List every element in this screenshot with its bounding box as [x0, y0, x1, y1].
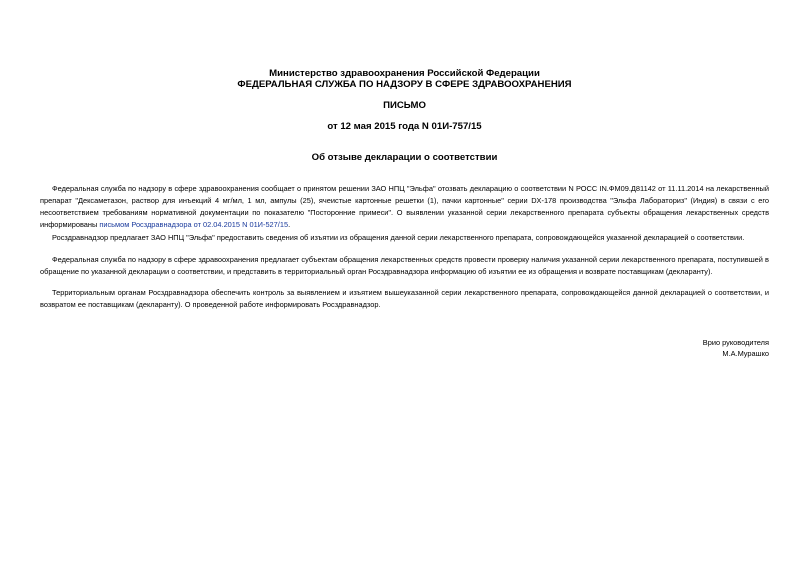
paragraph-1-end: .	[288, 220, 291, 229]
service-name: ФЕДЕРАЛЬНАЯ СЛУЖБА ПО НАДЗОРУ В СФЕРЕ ЗДРАВООХРАНЕНИЯ	[237, 79, 572, 90]
letter-kind: ПИСЬМО	[383, 100, 426, 111]
letter-subject: Об отзыве декларации о соответствии	[311, 152, 498, 163]
letter-page	[40, 0, 769, 571]
letter-date-number: от 12 мая 2015 года N 01И-757/15	[327, 121, 482, 132]
signature-name: М.А.Мурашко	[722, 349, 769, 358]
paragraph-4: Территориальным органам Росздравнадзора обеспечить контроль за выявлением и изъятием вышеуказанной серии лекарственного препарата, сопровождающейся данной декларацией о соответствии, и возвратом ее поставщикам (декларанту). О проведенной работе информировать Росздравнадзор.	[40, 288, 769, 309]
reference-letter-link[interactable]: письмом Росздравнадзора от 02.04.2015 N 01И-527/15	[99, 220, 289, 229]
paragraph-2: Росздравнадзор предлагает ЗАО НПЦ "Эльфа" предоставить сведения об изъятии из обращения данной серии лекарственного препарата, сопровождающейся указанной декларацией о соответствии.	[52, 233, 745, 242]
ministry-name: Министерство здравоохранения Российской Федерации	[269, 68, 540, 79]
paragraph-1-text: Федеральная служба по надзору в сфере здравоохранения сообщает о принятом решении ЗАО НПЦ "Эльфа" отозвать декларацию о соответствии N РОСС IN.ФМ09.Д81142 от 11.11.2014 на лекарственный препарат "Дексаметазон, раствор для инъекций 4 мг/мл, 1 мл, ампулы (25), ячеистые картонные решетки (1), пачки картонные" серии DX-178 производства "Эльфа Лабораториз" (Индия) в связи с его несоответствием требованиям нормативной документации по показателю "Посторонние примеси". О выявлении указанной серии лекарственного препарата субъекты обращения лекарственных средств информированы	[40, 184, 769, 229]
paragraph-1	[40, 183, 769, 231]
paragraph-3: Федеральная служба по надзору в сфере здравоохранения предлагает субъектам обращения лекарственных средств провести проверку наличия указанной серии лекарственного препарата, поступившей в обращение по указанной декларации о соответствии, и представить в территориальный орган Росздравнадзора информацию об изъятии ее из обращения и возврате поставщикам (декларанту).	[40, 255, 769, 276]
signature-title: Врио руководителя	[702, 338, 769, 347]
